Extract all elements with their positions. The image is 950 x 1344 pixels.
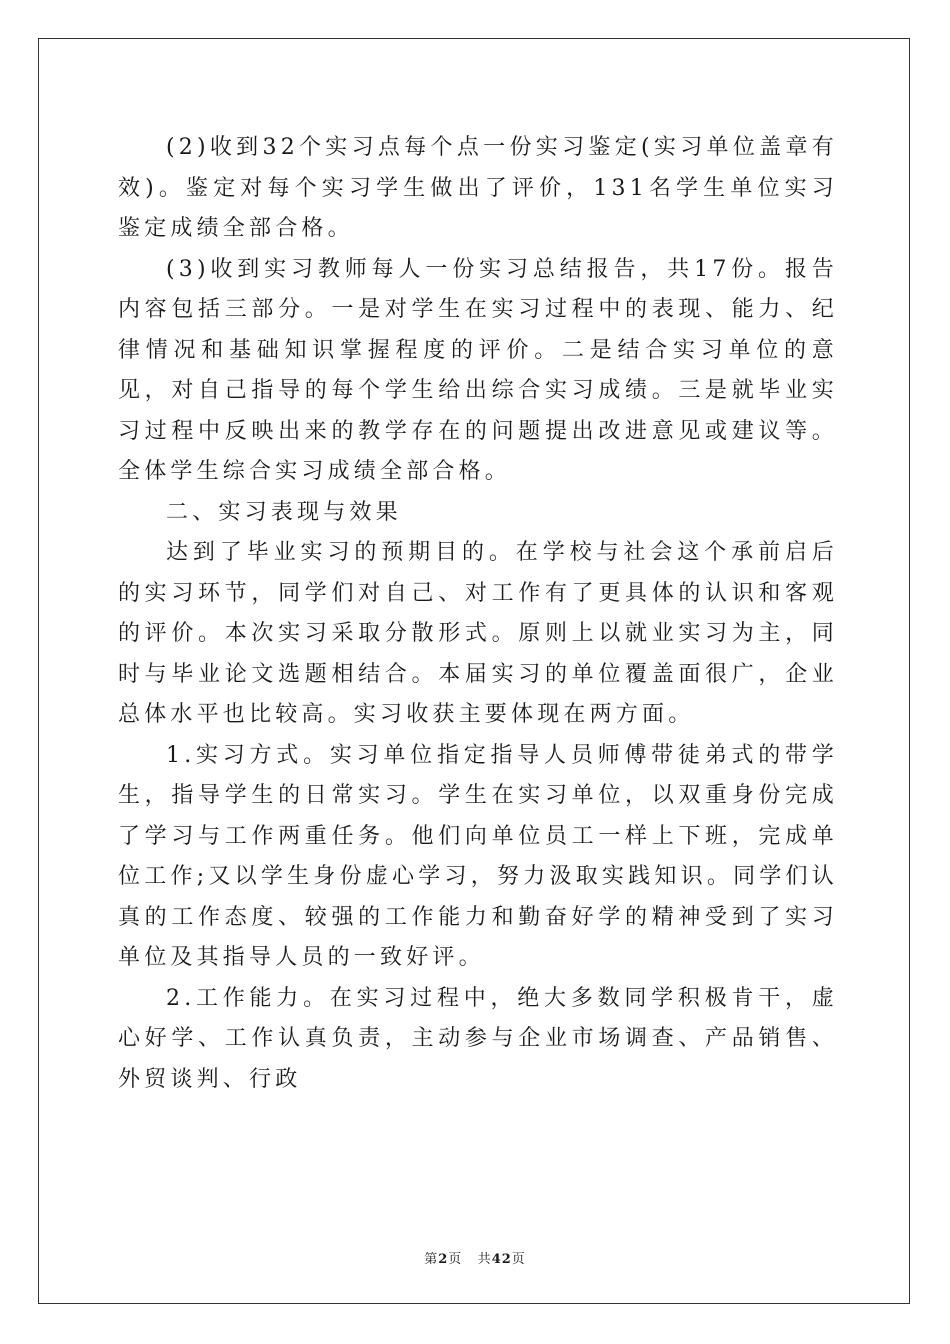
page-suffix: 页 xyxy=(448,1252,463,1267)
section-heading: 二、实习表现与效果 xyxy=(166,499,402,525)
paragraph-5: 2.工作能力。在实习过程中，绝大多数同学积极肯干，虚心好学、工作认真负责，主动参与企业市场调查、产品销售、外贸谈判、行政 xyxy=(118,985,838,1092)
paragraph-1: (2)收到32个实习点每个点一份实习鉴定(实习单位盖章有效)。鉴定对每个实习学生做出了评价，131名学生单位实习鉴定成绩全部合格。 xyxy=(118,135,838,241)
paragraph-3: 达到了毕业实习的预期目的。在学校与社会这个承前启后的实习环节，同学们对自己、对工作有了更具体的认识和客观的评价。本次实习采取分散形式。原则上以就业实习为主，同时与毕业论文选题相结合。本届实习的单位覆盖面很广，企业总体水平也比较高。实习收获主要体现在两方面。 xyxy=(118,540,838,727)
page-prefix: 第 xyxy=(424,1252,439,1267)
total-pages: 42 xyxy=(491,1252,512,1267)
page-number: 2 xyxy=(438,1252,449,1267)
total-prefix: 共 xyxy=(477,1252,492,1267)
paragraph-2: (3)收到实习教师每人一份实习总结报告，共17份。报告内容包括三部分。一是对学生在实习过程中的表现、能力、纪律情况和基础知识掌握程度的评价。二是结合实习单位的意见，对自己指导的每个学生给出综合实习成绩。三是就毕业实习过程中反映出来的教学存在的问题提出改进意见或建议等。全体学生综合实习成绩全部合格。 xyxy=(118,256,838,484)
document-body xyxy=(118,128,838,1100)
page-footer xyxy=(0,1248,950,1267)
total-suffix: 页 xyxy=(511,1252,526,1267)
paragraph-4: 1.实习方式。实习单位指定指导人员师傅带徒弟式的带学生，指导学生的日常实习。学生在实习单位，以双重身份完成了学习与工作两重任务。他们向单位员工一样上下班，完成单位工作;又以学生身份虚心学习，努力汲取实践知识。同学们认真的工作态度、较强的工作能力和勤奋好学的精神受到了实习单位及其指导人员的一致好评。 xyxy=(118,742,838,970)
